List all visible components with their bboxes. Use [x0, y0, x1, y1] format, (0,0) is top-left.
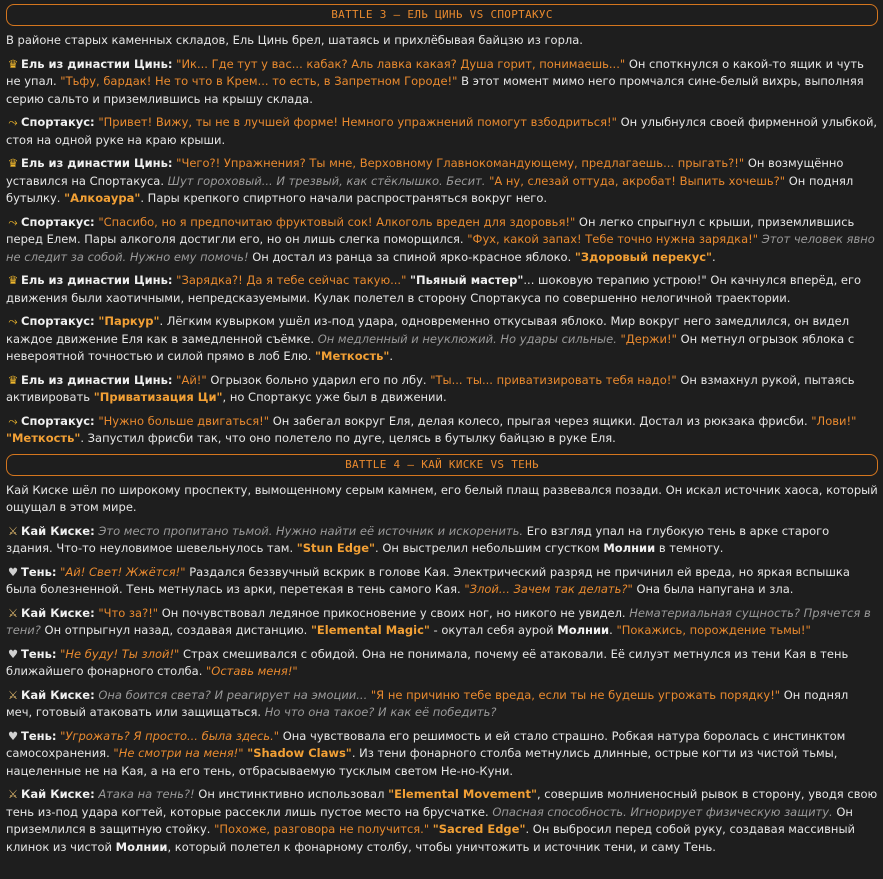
- battle-4-turn-7: [6, 786, 878, 856]
- narration: Он поднял бутылку.: [6, 173, 854, 205]
- telepathic-speech: "Угрожать? Я просто... была здесь.": [60, 728, 280, 743]
- element-name: Молнии: [557, 623, 610, 637]
- battle-3-turn-8: [6, 413, 878, 448]
- narration: Кай Киске шёл по широкому проспекту, вымощенному серым камнем, его белый плащ развевался позади. Он искал источник хаоса, который ощущал в этом мире.: [6, 482, 878, 514]
- speech: "Лови!": [811, 413, 857, 428]
- speaker-name: Спортакус:: [21, 115, 95, 129]
- narration: . Лёгким кувырком ушёл из-под удара, одновременно откусывая яблоко. Мир вокруг него замедлился, он видел каждое движение Еля как в замедленной съёмке.: [6, 314, 850, 346]
- narration: , который полетел к фонарному столбу, чтобы уничтожить и источник тени, и саму Тень.: [167, 839, 716, 854]
- narration: В этот момент мимо него промчался сине-белый вихрь, выполняя серию сальто и приземлившись на крышу склада.: [6, 74, 864, 106]
- speaker-name: Ель из династии Цинь:: [21, 56, 173, 71]
- thought: Нематериальная сущность? Прячется в тени?: [6, 605, 871, 637]
- battle-3-header: BATTLE 3 — ЕЛЬ ЦИНЬ VS СПОРТАКУС: [6, 4, 878, 26]
- thought: Шут гороховый... И трезвый, как стёклышко. Бесит.: [167, 173, 486, 188]
- narration: Раздался беззвучный вскрик в голове Кая. Электрический разряд не причинил ей вреда, но яркая вспышка была болезненной. Тень метнулась из арки, перетекая в тень самого Кая.: [6, 564, 850, 596]
- narration: Он легко спрыгнул с крыши, приземлившись перед Елем. Пары алкоголя достигли его, но он лишь слегка поморщился.: [6, 214, 855, 246]
- running-figure-icon: ⤳: [8, 314, 18, 328]
- crown-icon: ♛: [7, 56, 19, 71]
- running-figure-icon: ⤳: [8, 214, 18, 229]
- narration: Он взмахнул рукой, пытаясь активировать: [6, 372, 855, 404]
- narration: . Он выбросил перед собой руку, создавая массивный клинок из чистой: [6, 822, 855, 854]
- speaker-name: Ель из династии Цинь:: [21, 156, 173, 170]
- speech: "Покажись, порождение тьмы!": [616, 623, 811, 637]
- battle-4-turn-3: [6, 605, 878, 640]
- crown-icon: ♛: [7, 273, 19, 287]
- speech: "А ну, слезай оттуда, акробат! Выпить хочешь?": [489, 173, 786, 188]
- speaker-name: Кай Киске:: [21, 523, 95, 538]
- crossed-swords-icon: ⚔: [7, 687, 19, 702]
- speech: "Что за?!": [98, 605, 159, 620]
- skill-name: "Elemental Movement": [388, 787, 537, 801]
- crown-icon: ♛: [7, 372, 19, 387]
- telepathic-speech: "Ай! Свет! Жжётся!": [60, 564, 186, 579]
- battle-3-turn-2: [6, 114, 878, 149]
- telepathic-speech: "Злой... Зачем так делать?": [464, 582, 633, 596]
- thought: Этот человек явно не следит за собой. Нужно ему помочь!: [6, 232, 875, 264]
- speech: "Ай!": [176, 372, 207, 387]
- narration: Он приземлился в защитную стойку.: [6, 804, 853, 836]
- telepathic-speech: "Не буду! Ты злой!": [60, 646, 180, 661]
- speech: "Тьфу, бардак! Не то что в Крем... то есть, в Запретном Городе!": [60, 74, 458, 88]
- speech: "Ик... Где тут у вас... кабак? Аль лавка какая? Душа горит, понимаешь...": [176, 56, 626, 71]
- narration: . Из тени фонарного столба метнулись длинные, острые когти из чистой тьмы, нацеленные не на Кая, а на его тень, отбрасываемую тусклым светом Не-но-Куни.: [6, 746, 838, 778]
- crown-icon: ♛: [7, 156, 19, 170]
- element-name: Молнии: [603, 541, 656, 555]
- skill-name: "Shadow Claws": [247, 746, 352, 760]
- narration: Его взгляд упал на глубокую тень в арке старого здания. Что-то неуловимое шевельнулось там.: [6, 523, 830, 555]
- narration: Он достал из ранца за спиной ярко-красное яблоко.: [252, 249, 572, 264]
- battle-3-turn-5: [6, 272, 878, 307]
- skill-name: "Меткость": [315, 349, 390, 363]
- speech: "Нужно больше двигаться!": [98, 413, 270, 428]
- battle-4-turn-6: [6, 728, 878, 781]
- speaker-name: Спортакус:: [21, 214, 95, 229]
- telepathic-speech: "Оставь меня!": [206, 664, 298, 678]
- battle-4-header: BATTLE 4 — КАЙ КИСКЕ VS ТЕНЬ: [6, 454, 878, 476]
- skill-name: "Здоровый перекус": [574, 249, 713, 264]
- narration: .: [712, 249, 716, 264]
- skill-name: "Пьяный мастер": [410, 273, 524, 287]
- narration: Огрызок больно ударил его по лбу.: [210, 372, 427, 387]
- thought: Это место пропитано тьмой. Нужно найти её источник и искоренить.: [98, 523, 524, 538]
- battle-3-turn-3: [6, 155, 878, 208]
- skill-name: "Паркур": [98, 314, 160, 328]
- narration: Он метнул огрызок яблока с невероятной точностью и силой прямо в лоб Елю.: [6, 331, 855, 363]
- telepathic-speech: "Не смотри на меня!": [113, 746, 244, 760]
- speaker-name: Спортакус:: [21, 314, 95, 328]
- narration: . Он выстрелил небольшим сгустком: [375, 541, 600, 555]
- element-name: Молнии: [115, 839, 168, 854]
- battle-3-turn-4: [6, 214, 878, 267]
- speech: "Фух, какой запах! Тебе точно нужна зарядка!": [467, 232, 759, 246]
- battle-4-turn-2: [6, 564, 878, 599]
- speaker-name: Тень:: [21, 564, 57, 579]
- narration: . Пары крепкого спиртного начали распространяться вокруг него.: [140, 191, 548, 205]
- narration: Страх смешивался с обидой. Она не понимала, почему её атаковали. Её силуэт метнулся из тени Кая в тень ближайшего фонарного столба.: [6, 646, 849, 678]
- speaker-name: Тень:: [21, 728, 57, 743]
- speech: "Держи!": [620, 331, 677, 346]
- speech: "Спасибо, но я предпочитаю фруктовый сок! Алкоголь вреден для здоровья!": [98, 214, 576, 229]
- narration: В районе старых каменных складов, Ель Цинь брел, шатаясь и прихлёбывая байцзю из горла.: [6, 33, 583, 47]
- narration: - окутал себя аурой: [433, 623, 554, 637]
- skill-name: "Приватизация Ци": [93, 390, 223, 404]
- heart-icon: ♥: [7, 728, 19, 743]
- narration: Она чувствовала его решимость и ей стало страшно. Робкая натура боролась с инстинктом самосохранения.: [6, 728, 846, 760]
- speech: "Я не причиню тебе вреда, если ты не будешь угрожать порядку!": [370, 687, 781, 702]
- battle-3-turn-6: [6, 313, 878, 366]
- running-figure-icon: ⤳: [8, 413, 18, 428]
- skill-name: "Stun Edge": [296, 541, 376, 555]
- thought: Опасная способность. Игнорирует физическую защиту.: [492, 804, 833, 819]
- battle-4-turn-1: [6, 523, 878, 558]
- narration: Он улыбнулся своей фирменной улыбкой, стоя на одной руке на краю крыши.: [6, 115, 878, 147]
- narration: Он инстинктивно использовал: [198, 787, 385, 801]
- speaker-name: Кай Киске:: [21, 605, 95, 620]
- narration: . Запустил фрисби так, что оно полетело по дуге, целясь в бутылку байцзю в руке Еля.: [80, 431, 616, 445]
- skill-name: "Sacred Edge": [432, 822, 526, 836]
- thought: Но что она такое? И как её победить?: [264, 705, 497, 719]
- narration: ... шоковую терапию устрою!" Он качнулся вперёд, его движения были хаотичными, непредсказуемыми. Кулак полетел в сторону Спортакуса по совершенно нелогичной траектории.: [6, 273, 862, 305]
- speaker-name: Ель из династии Цинь:: [21, 273, 173, 287]
- speaker-name: Кай Киске:: [21, 687, 95, 702]
- narration: , но Спортакус уже был в движении.: [222, 390, 447, 404]
- battle-4-intro: [6, 482, 878, 517]
- crossed-swords-icon: ⚔: [7, 523, 19, 538]
- battle-3-turn-1: [6, 56, 878, 109]
- heart-icon: ♥: [7, 646, 19, 661]
- narration: Он отпрыгнул назад, создавая дистанцию.: [44, 623, 308, 637]
- thought: Атака на тень?!: [98, 787, 195, 801]
- narration: Он поднял меч, готовый атаковать или защищаться.: [6, 687, 849, 719]
- speech: "Ты... ты... приватизировать тебя надо!": [430, 372, 677, 387]
- speech: "Похоже, разговора не получится.": [214, 822, 430, 836]
- speaker-name: Кай Киске:: [21, 787, 95, 801]
- speaker-name: Спортакус:: [21, 413, 95, 428]
- battle-4-turn-5: [6, 687, 878, 722]
- skill-name: "Меткость": [6, 431, 81, 445]
- speech: "Чего?! Упражнения? Ты мне, Верховному Главнокомандующему, предлагаешь... прыгать?!": [176, 156, 745, 170]
- heart-icon: ♥: [7, 564, 19, 579]
- narration: Он почувствовал ледяное прикосновение у своих ног, но никого не увидел.: [161, 605, 626, 620]
- speech: "Привет! Вижу, ты не в лучшей форме! Немного упражнений помогут взбодриться!": [98, 115, 617, 129]
- speaker-name: Ель из династии Цинь:: [21, 372, 173, 387]
- skill-name: "Elemental Magic": [310, 623, 430, 637]
- speech: "Зарядка?! Да я тебе сейчас такую...": [176, 273, 407, 287]
- skill-name: "Алкоаура": [64, 191, 141, 205]
- narration: Он забегал вокруг Еля, делая колесо, прыгая через ящики. Достал из рюкзака фрисби.: [272, 413, 808, 428]
- crossed-swords-icon: ⚔: [7, 787, 19, 801]
- narration: Она была напугана и зла.: [636, 582, 794, 596]
- narration: .: [609, 623, 613, 637]
- narration: , совершив молниеносный рывок в сторону, уводя свою тень из-под удара когтей, которые рассекли лишь пустое место на брусчатке.: [6, 787, 878, 819]
- narration: Он возмущённо уставился на Спортакуса.: [6, 156, 844, 188]
- speaker-name: Тень:: [21, 646, 57, 661]
- narration: в темноту.: [658, 541, 724, 555]
- crossed-swords-icon: ⚔: [7, 605, 19, 620]
- narration: .: [389, 349, 394, 363]
- battle-4-turn-4: [6, 646, 878, 681]
- running-figure-icon: ⤳: [8, 115, 18, 129]
- thought: Она боится света? И реагирует на эмоции...: [98, 687, 368, 702]
- battle-3-turn-7: [6, 372, 878, 407]
- thought: Он медленный и неуклюжий. Но удары сильные.: [317, 331, 617, 346]
- narration: Он споткнулся о какой-то ящик и чуть не упал.: [6, 56, 864, 88]
- battle-3-intro: [6, 32, 878, 50]
